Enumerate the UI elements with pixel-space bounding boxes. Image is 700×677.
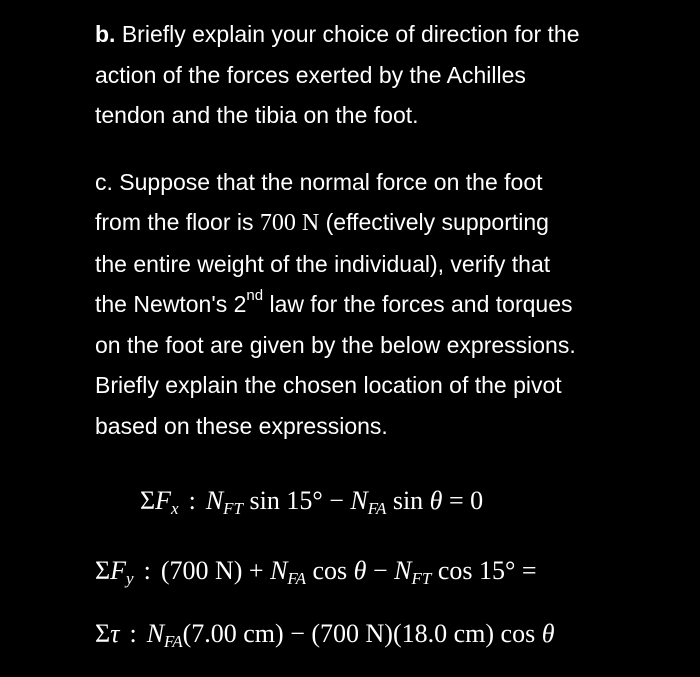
part-c-text-4-pre: the Newton's 2: [95, 291, 247, 317]
normal-force-value: 700 N: [259, 210, 320, 236]
part-b-line-3: tendon and the tibia on the foot.: [95, 102, 419, 128]
part-c-line-7: based on these expressions.: [95, 412, 388, 439]
part-b-line-2: action of the forces exerted by the Achilles: [95, 61, 526, 88]
part-c-text-2-post: (effectively supporting: [325, 209, 549, 235]
part-c-text-4-post: law for the forces and torques: [269, 291, 573, 317]
part-b-text-1: Briefly explain your choice of direction for the: [121, 21, 580, 47]
part-c-line-1: [95, 162, 695, 203]
part-b-question: [95, 14, 695, 136]
part-c-text-1: Suppose that the normal force on the foot: [119, 168, 543, 195]
part-c-line-6: Briefly explain the chosen location of the pivot: [95, 372, 562, 398]
ordinal-superscript: nd: [246, 287, 264, 305]
part-c-line-5: on the foot are given by the below expressions.: [95, 331, 576, 358]
part-b-line-1: [95, 14, 695, 55]
part-c-label: c.: [95, 168, 113, 195]
part-c-line-2: [95, 202, 695, 244]
part-c-text-2-pre: from the floor is: [95, 209, 254, 235]
part-c-line-4: [95, 284, 695, 325]
document-body: [95, 14, 695, 446]
part-c-line-3: the entire weight of the individual), verify that: [95, 250, 551, 277]
part-c-question: [95, 162, 695, 447]
equation-sum-fx: $\Sigma F_x$ : $N_{FT}$ $\sin 15^\circ - N_{FA}$ sin θ = 0: [140, 486, 484, 518]
equation-sum-fy: $\Sigma F_y$ : (700 $N) + N_{FA}$ $\cos \theta - N_{FT}$ cos 15° =: [95, 556, 537, 588]
equation-sum-torque: Στ : $N_{FA}(7.00$ cm) − (700 N)(18.0 cm) cos θ: [95, 619, 555, 651]
part-b-label: b.: [95, 21, 116, 47]
